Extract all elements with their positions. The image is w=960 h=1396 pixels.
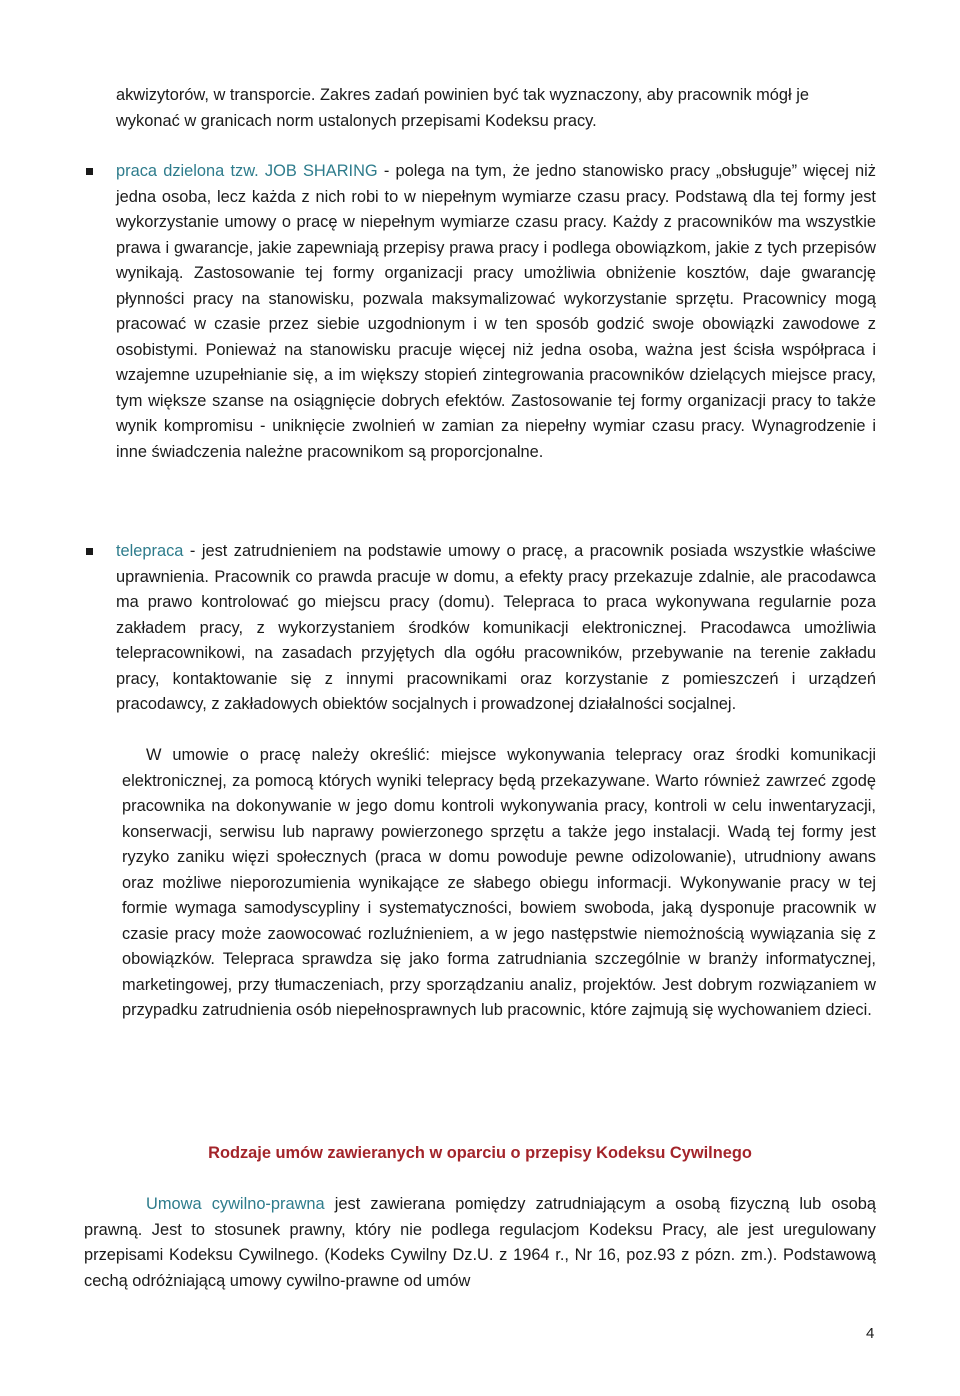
- bullet-job-sharing: [82, 159, 876, 465]
- section-heading: Rodzaje umów zawieranych w oparciu o przepisy Kodeksu Cywilnego: [208, 1144, 752, 1162]
- job-sharing-term: praca dzielona tzw. JOB SHARING: [116, 162, 378, 180]
- square-bullet-icon: [86, 548, 93, 555]
- intro-paragraph: akwizytorów, w transporcie. Zakres zadań powinien być tak wyznaczony, aby pracownik mógł je wykonać w granicach norm ustalonych przepisami Kodeksu pracy.: [116, 86, 809, 130]
- page-number: 4: [866, 1325, 875, 1342]
- telepraca-continuation: [122, 743, 876, 1024]
- job-sharing-text: - polega na tym, że jedno stanowisko pracy „obsługuje” więcej niż jedna osoba, lecz każda z nich robi to w niepełnym wymiarze czasu pracy. Podstawą dla tej formy jest wykorzystanie umowy o pracę w niepełnym wymiarze czasu pracy. Każdy z pracowników ma wszystkie prawa i gwarancje, jakie zapewniają przepisy prawa pracy i podlega obowiązkom, jakie z tych przepisów wynikają. Zastosowanie tej formy organizacji pracy umożliwia obniżenie kosztów, daje gwarancję płynności pracy na stanowisku, pozwala maksymalizować wykorzystanie sprzętu. Pracownicy mogą pracować w czasie przez siebie uzgodnionym i w ten sposób godzić swoje obowiązki zawodowe z osobistymi. Ponieważ na stanowisku pracuje więcej niż jedna osoba, ważna jest ścisła współpraca i wzajemne uzupełnianie się, a im większy stopień zintegrowania pracowników dzielących miejsce pracy, tym większe szanse na osiągnięcie dobrych efektów. Zastosowanie tej formy organizacji pracy to także wynik kompromisu - uniknięcie zwolnień w zamian za niepełny wymiar czasu pracy. Wynagrodzenie i inne świadczenia należne pracownikom są proporcjonalne.: [116, 162, 876, 461]
- bullet-telepraca: [82, 539, 876, 718]
- civil-contract-text: jest zawierana pomiędzy zatrudniającym a osobą fizyczną lub osobą prawną. Jest to stosunek prawny, który nie podlega regulacjom Kodeksu Pracy, ale jest uregulowany przepisami Kodeksu Cywilnego. (Kodeks Cywilny Dz.U. z 1964 r., Nr 16, poz.93 z pózn. zm.). Podstawową cechą odróżniającą umowy cywilno-prawne od umów: [84, 1195, 876, 1290]
- telepraca-text: - jest zatrudnieniem na podstawie umowy o pracę, a pracownik posiada wszystkie właściwe uprawnienia. Pracownik co prawda pracuje w domu, a efekty pracy przekazuje zdalnie, ale pracodawca ma prawo kontrolować go miejscu pracy (domu). Telepraca to praca wykonywana regularnie poza zakładem pracy, z wykorzystaniem środków komunikacji elektronicznej. Pracodawca umożliwia telepracownikowi, na zasadach przyjętych dla ogółu pracowników, przebywanie na terenie zakładu pracy, kontaktowanie się z innymi pracownikami oraz korzystanie z pomieszczeń i urządzeń pracodawcy, z zakładowych obiektów socjalnych i prowadzonej działalności socjalnej.: [116, 542, 876, 713]
- square-bullet-icon: [86, 168, 93, 175]
- job-sharing-paragraph: [116, 159, 876, 465]
- civil-contract-block: [84, 1192, 876, 1294]
- telepraca-paragraph: [116, 539, 876, 718]
- telepraca-term: telepraca: [116, 542, 184, 560]
- civil-contract-paragraph: [84, 1192, 876, 1294]
- telepraca-continuation-paragraph: W umowie o pracę należy określić: miejsce wykonywania telepracy oraz środki komunikacji elektronicznej, za pomocą których wyniki telepracy będą przekazywane. Warto również zawrzeć zgodę pracownika na dokonywanie w jego domu kontroli wykonywania pracy, kontroli w celu inwentaryzacji, konserwacji, serwisu lub naprawy powierzonego sprzętu a także jego instalacji. Wadą tej formy jest ryzyko zaniku więzi społecznych (praca w domu powoduje pewne odizolowanie), utrudniony awans oraz możliwe nieporozumienia wynikające ze słabego obiegu informacji. Wykonywanie pracy w tej formie wymaga samodyscypliny i systematyczności, bowiem swoboda, jaką dysponuje pracownik w czasie pracy może zaowocować rozluźnieniem, a w jego następstwie niemożnością wywiązania się z obowiązków. Telepraca sprawdza się jako forma zatrudniania szczególnie w branży informatycznej, marketingowej, przy tłumaczeniach, przy sporządzaniu analiz, projektów. Jest dobrym rozwiązaniem w przypadku zatrudnienia osób niepełnosprawnych lub pracownic, które zajmują się wychowaniem dzieci.: [122, 746, 876, 1019]
- civil-contract-term: Umowa cywilno-prawna: [146, 1195, 325, 1213]
